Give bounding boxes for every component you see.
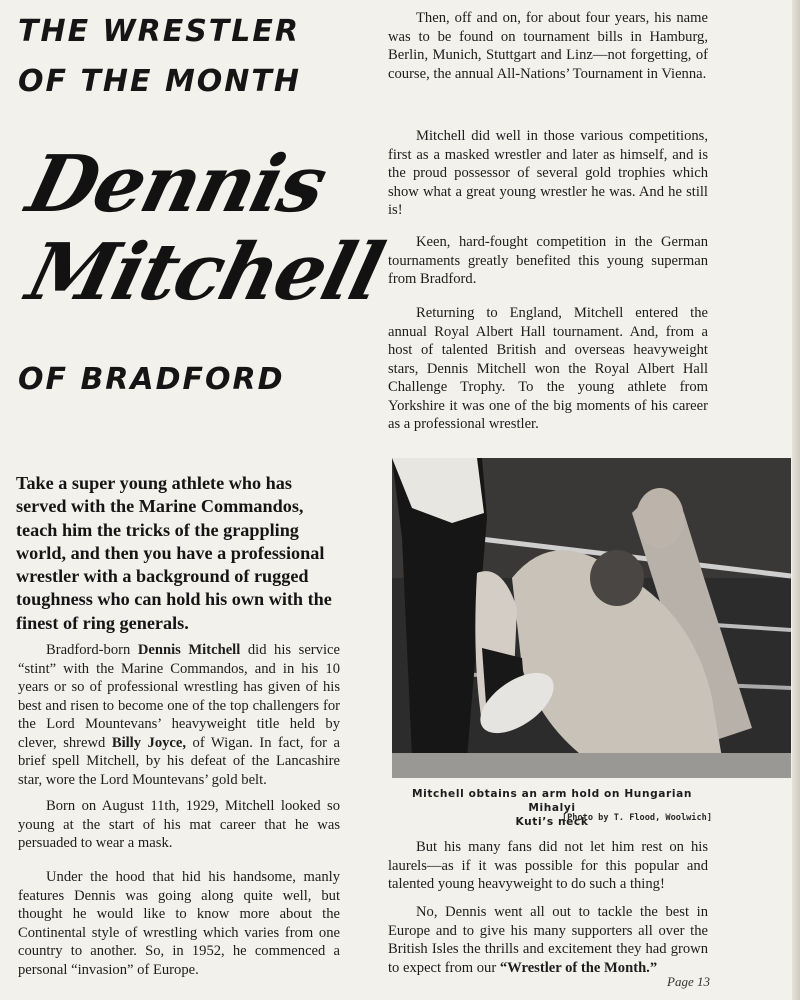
- feature-name: “Wrestler of the Month.”: [499, 959, 658, 976]
- person-name: Billy Joyce,: [111, 734, 187, 751]
- left-paragraph-2: [18, 797, 340, 853]
- paragraph-text: Mitchell did well in those various competitions, first as a masked wrestler and later as himself, and is the proud possessor of several gold trophies which show what a great young wrestler he was. And he still is!: [388, 128, 708, 218]
- right-paragraph-2: [388, 127, 708, 220]
- paragraph-text: But his many fans did not let him rest on his laurels—as if it was possible for this popular and talented young heavyweight to do such a thing!: [388, 839, 708, 892]
- right-paragraph-5: [388, 838, 708, 894]
- caption-line: Mitchell obtains an arm hold on Hungarian Mihalyi: [412, 788, 692, 814]
- paragraph-text: Keen, hard-fought competition in the German tournaments greatly benefited this young superman from Bradford.: [388, 234, 708, 287]
- title-block: [18, 14, 368, 100]
- right-paragraph-1: [388, 9, 708, 83]
- lead-paragraph: Take a super young athlete who has served with the Marine Commandos, teach him the tricks of the grappling world, and then you have a professional wrestler with a background of rugged toughness who can hold his own with the finest of ring generals.: [16, 473, 332, 633]
- paragraph-text: Then, off and on, for about four years, his name was to be found on tournament bills in Hamburg, Berlin, Munich, Stuttgart and Linz—not forgetting, of course, the annual All-Nations’ Tournament in Vienna.: [388, 10, 708, 82]
- right-paragraph-4: [388, 304, 708, 434]
- wrestling-photo: [392, 458, 791, 778]
- name-first: Dennis: [18, 139, 334, 230]
- text-run: No, Dennis went all out to tackle the best in Europe and to give his many supporters all over the British Isles the thrills and excitement they had grown to expect from our: [388, 904, 708, 976]
- wrestling-photo-illustration: [392, 458, 791, 778]
- text-run: of Wigan. In fact, for a brief spell Mitchell, by his defeat of the Lancashire star, wore the Lord Mountevans’ gold belt.: [18, 734, 340, 788]
- heading-line-2: OF THE MONTH: [18, 64, 301, 99]
- heading-line-3: OF BRADFORD: [18, 362, 285, 397]
- paragraph-text: Returning to England, Mitchell entered the annual Royal Albert Hall tournament. And, from a host of talented British and overseas heavyweight stars, Dennis Mitchell won the Royal Albert Hall Challenge Trophy. To the young athlete from Yorkshire it was one of the big moments of his career as a professional wrestler.: [388, 305, 708, 432]
- left-paragraph-3: [18, 868, 340, 979]
- page-number: Page 13: [667, 974, 710, 989]
- caption-line: Kuti’s neck: [515, 816, 589, 828]
- heading-line-1: THE WRESTLER: [18, 14, 300, 49]
- paragraph-text: Born on August 11th, 1929, Mitchell looked so young at the start of his mat career that he was persuaded to wear a mask.: [18, 798, 340, 851]
- person-name: Dennis Mitchell: [137, 642, 241, 658]
- paragraph-text: Under the hood that hid his handsome, manly features Dennis was going along quite well, but thought he would like to know more about the Continental style of wrestling which varies from one country to another. So, in 1952, he commenced a personal “invasion” of Europe.: [18, 869, 340, 978]
- page-edge: [792, 0, 800, 1000]
- left-paragraph-1: [18, 641, 340, 789]
- name-last: Mitchell: [18, 227, 391, 318]
- text-run: did his service “stint” with the Marine Commandos, and in his 10 years or so of professional wrestling has given of his best and risen to become one of the top challengers for the Lord Mountevans’ heavyweight title held by clever, shrewd: [18, 642, 340, 751]
- text-run: Bradford-born: [46, 642, 138, 658]
- photo-credit: [Photo by T. Flood, Woolwich]: [561, 813, 712, 823]
- right-paragraph-3: [388, 233, 708, 289]
- right-paragraph-6: [388, 903, 708, 977]
